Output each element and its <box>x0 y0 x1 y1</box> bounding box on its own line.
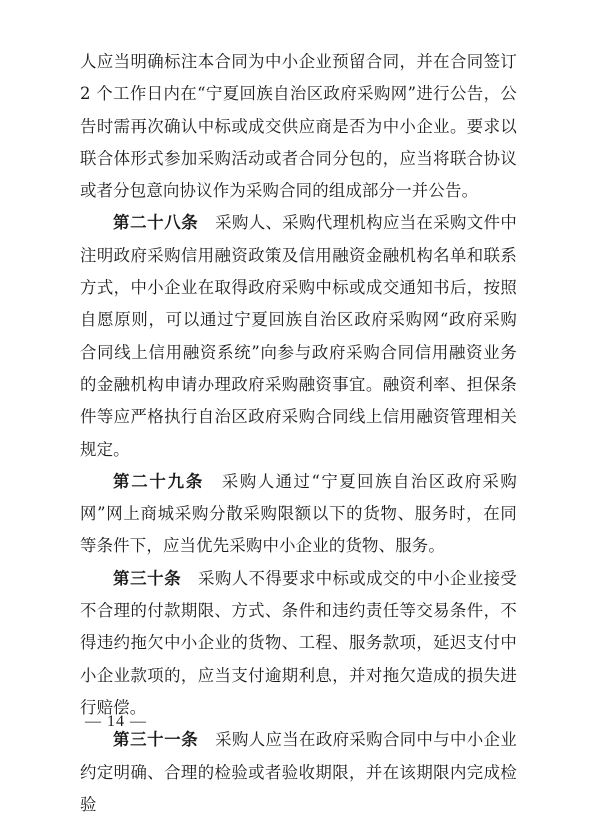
paragraph-text: 采购人不得要求中标或成交的中小企业接受不合理的付款期限、方式、条件和违约责任等交易条件，不得违约拖欠中小企业的货物、工程、服务款项，延迟支付中小企业款项的，应当支付逾期利息，并对拖欠造成的损失进行赔偿。 <box>80 568 518 717</box>
article-title: 第二十九条 <box>113 471 205 491</box>
paragraph-text: 采购人通过“宁夏回族自治区政府采购网”网上商城采购分散采购限额以下的货物、服务时，在同等条件下，应当优先采购中小企业的货物、服务。 <box>80 471 517 556</box>
page-number: — 14 — <box>85 713 147 730</box>
article-29 <box>80 466 517 563</box>
document-page <box>80 46 517 821</box>
article-31 <box>80 724 517 821</box>
paragraph-text: 采购人应当在政府采购合同中与中小企业约定明确、合理的检验或者验收期限，并在该期限内完成检验 <box>80 730 517 814</box>
article-30 <box>80 563 517 724</box>
paragraph-text: 人应当明确标注本合同为中小企业预留合同，并在合同签订 2 个工作日内在“宁夏回族自治区政府采购网”进行公告，公告时需再次确认中标或成交供应商是否为中小企业。要求以联合体形式参加采购活动或者合同分包的，应当将联合协议或者分包意向协议作为采购合同的组成部分一并公告。 <box>80 52 517 201</box>
paragraph-continuation <box>80 46 517 207</box>
article-28 <box>80 207 517 465</box>
paragraph-text: 采购人、采购代理机构应当在采购文件中注明政府采购信用融资政策及信用融资金融机构名单和联系方式，中小企业在取得政府采购中标或成交通知书后，按照自愿原则，可以通过宁夏回族自治区政府采购网“政府采购合同线上信用融资系统”向参与政府采购合同信用融资业务的金融机构申请办理政府采购融资事宜。融资利率、担保条件等应严格执行自治区政府采购合同线上信用融资管理相关规定。 <box>80 213 517 459</box>
article-title: 第三十一条 <box>113 730 199 750</box>
article-title: 第三十条 <box>113 568 182 588</box>
article-title: 第二十八条 <box>113 213 199 233</box>
